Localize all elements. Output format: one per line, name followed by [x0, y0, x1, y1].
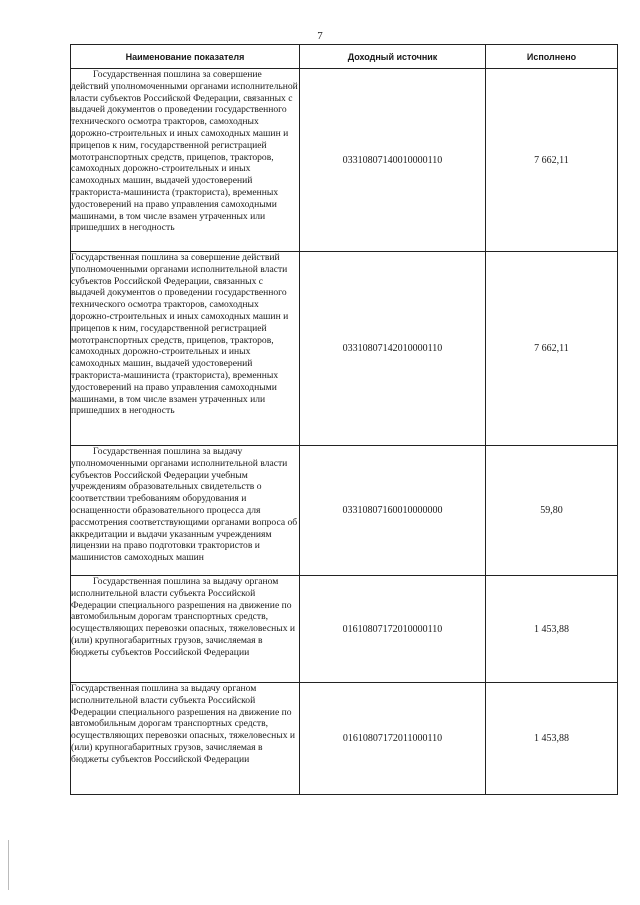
revenue-table	[70, 44, 618, 795]
row-revenue-source: 01610807172010000110	[300, 576, 486, 683]
header-executed: Исполнено	[486, 45, 618, 69]
page-number: 7	[317, 30, 323, 42]
table-header-row	[71, 45, 618, 69]
scan-artifact-line	[8, 840, 9, 890]
row-indicator-name: Государственная пошлина за выдачу уполномоченными органами исполнительной власти субъектов Российской Федерации учебным учреждениям образовательных свидетельств о соответствии требованиям оборудования и оснащенности образовательного процесса для рассмотрения соответствующими органами вопроса об аккредитации и выдачи указанным учреждениям лицензии на право подготовки трактористов и машинистов самоходных машин	[71, 446, 300, 576]
row-revenue-source: 03310807140010000110	[300, 69, 486, 252]
header-revenue-source: Доходный источник	[300, 45, 486, 69]
row-executed-amount: 1 453,88	[486, 576, 618, 683]
row-executed-amount: 7 662,11	[486, 69, 618, 252]
row-indicator-name: Государственная пошлина за выдачу органом исполнительной власти субъекта Российской Федерации специального разрешения на движение по автомобильным дорогам транспортных средств, осуществляющих перевозки опасных, тяжеловесных и (или) крупногабаритных грузов, зачисляемая в бюджеты субъектов Российской Федерации	[71, 576, 300, 683]
row-executed-amount: 59,80	[486, 446, 618, 576]
row-indicator-name: Государственная пошлина за совершение действий уполномоченными органами исполнительной власти субъектов Российской Федерации, связанных с выдачей документов о проведении государственного технического осмотра тракторов, самоходных дорожно-строительных и иных самоходных машин и прицепов к ним, государственной регистрацией мототранспортных средств, прицепов, тракторов, самоходных дорожно-строительных и иных самоходных машин, выдачей удостоверений тракториста-машиниста (тракториста), временных удостоверений на право управления самоходными машинами, в том числе взамен утраченных или пришедших в негодность	[71, 252, 300, 446]
table-row	[71, 69, 618, 252]
table-row	[71, 683, 618, 795]
table-row	[71, 446, 618, 576]
row-indicator-name: Государственная пошлина за выдачу органом исполнительной власти субъекта Российской Федерации специального разрешения на движение по автомобильным дорогам транспортных средств, осуществляющих перевозки опасных, тяжеловесных и (или) крупногабаритных грузов, зачисляемая в бюджеты субъектов Российской Федерации	[71, 683, 300, 795]
row-executed-amount: 1 453,88	[486, 683, 618, 795]
row-indicator-name: Государственная пошлина за совершение действий уполномоченными органами исполнительной власти субъектов Российской Федерации, связанных с выдачей документов о проведении государственного технического осмотра тракторов, самоходных дорожно-строительных и иных самоходных машин и прицепов к ним, государственной регистрацией мототранспортных средств, прицепов, тракторов, самоходных дорожно-строительных и иных самоходных машин, выдачей удостоверений тракториста-машиниста (тракториста), временных удостоверений на право управления самоходными машинами, в том числе взамен утраченных или пришедших в негодность	[71, 69, 300, 252]
row-executed-amount: 7 662,11	[486, 252, 618, 446]
row-revenue-source: 03310807160010000000	[300, 446, 486, 576]
row-revenue-source: 03310807142010000110	[300, 252, 486, 446]
header-indicator-name: Наименование показателя	[71, 45, 300, 69]
row-revenue-source: 01610807172011000110	[300, 683, 486, 795]
table-row	[71, 576, 618, 683]
table-row	[71, 252, 618, 446]
